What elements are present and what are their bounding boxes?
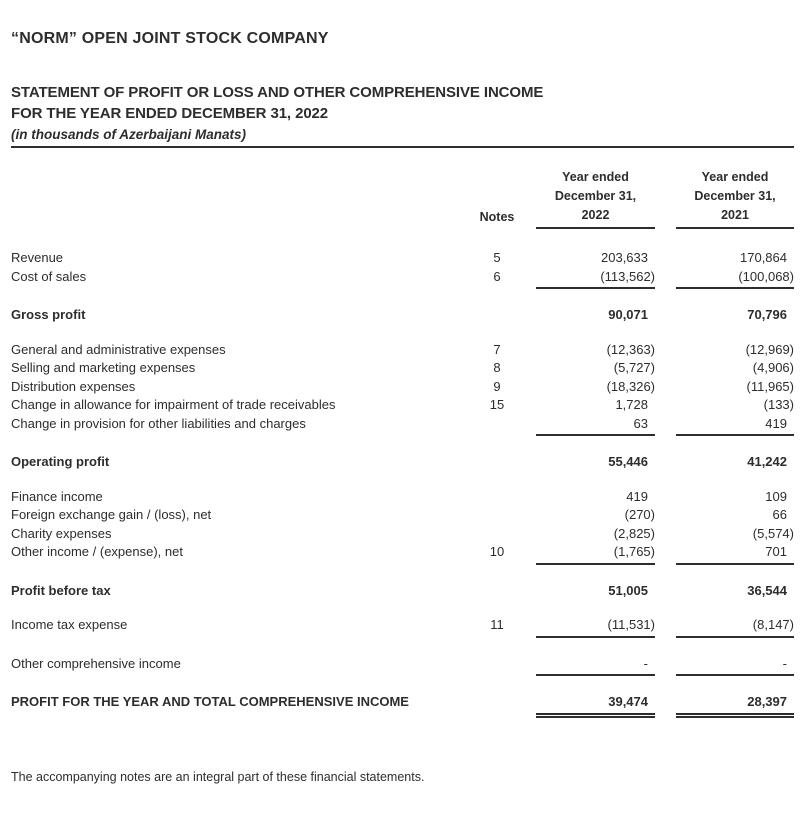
column-header-2021 xyxy=(676,168,794,229)
value-2021 xyxy=(676,617,794,638)
amount-value: (5,727) xyxy=(613,360,655,375)
table-row xyxy=(11,250,794,267)
table-row xyxy=(11,694,794,715)
amount-value: (133) xyxy=(763,397,794,412)
amount-value: 70,796 xyxy=(747,307,787,322)
row-label: Selling and marketing expenses xyxy=(11,360,196,375)
value-2021 xyxy=(676,397,794,414)
value-2021 xyxy=(676,694,794,715)
value-2021 xyxy=(676,489,794,506)
amount-value: (270) xyxy=(624,507,655,522)
value-2021 xyxy=(676,583,794,600)
footer-note: The accompanying notes are an integral part of these financial statements. xyxy=(11,769,425,784)
row-label: Change in allowance for impairment of trade receivables xyxy=(11,397,336,412)
table-row xyxy=(11,342,794,359)
row-label: Income tax expense xyxy=(11,617,128,632)
value-2021 xyxy=(676,342,794,359)
value-2021 xyxy=(676,454,794,471)
statement-subtitle: (in thousands of Azerbaijani Manats) xyxy=(11,127,247,142)
column-header-2022 xyxy=(536,168,655,229)
value-2022 xyxy=(536,507,655,524)
value-2022 xyxy=(536,544,655,565)
amount-value: 28,397 xyxy=(747,694,787,709)
column-header-2021-line3: 2021 xyxy=(721,208,749,222)
table-row xyxy=(11,489,794,506)
row-label: Foreign exchange gain / (loss), net xyxy=(11,507,212,522)
value-2021 xyxy=(676,379,794,396)
amount-value: 66 xyxy=(772,507,787,522)
amount-value: (4,906) xyxy=(752,360,794,375)
amount-value: (5,574) xyxy=(752,525,794,541)
table-row xyxy=(11,379,794,396)
amount-value: (8,147) xyxy=(752,617,794,632)
row-note: 6 xyxy=(493,268,501,284)
amount-value: (1,765) xyxy=(613,544,655,559)
row-label: Operating profit xyxy=(11,454,110,469)
table-row xyxy=(11,307,794,324)
amount-value: (2,825) xyxy=(613,525,655,541)
amount-value: 36,544 xyxy=(747,582,787,598)
notes-column-header: Notes xyxy=(479,210,515,224)
value-2022 xyxy=(536,617,655,638)
value-2022 xyxy=(536,342,655,359)
row-label: General and administrative expenses xyxy=(11,341,226,357)
table-row xyxy=(11,416,794,437)
value-2022 xyxy=(536,454,655,471)
amount-value: (113,562) xyxy=(600,268,655,284)
amount-value: (12,363) xyxy=(606,341,655,357)
table-row xyxy=(11,656,794,677)
row-note: 9 xyxy=(493,378,501,394)
table-row xyxy=(11,454,794,471)
value-2021 xyxy=(676,656,794,677)
table-header xyxy=(11,168,794,229)
row-note: 5 xyxy=(493,250,501,265)
amount-value: - xyxy=(782,655,787,671)
row-label: Cost of sales xyxy=(11,268,87,284)
value-2022 xyxy=(536,250,655,267)
statement-table-body xyxy=(11,250,794,715)
row-label: Other comprehensive income xyxy=(11,655,181,671)
column-header-2022-line2: December 31, xyxy=(554,189,637,203)
amount-value: (11,965) xyxy=(746,378,794,394)
table-row xyxy=(11,269,794,290)
value-2022 xyxy=(536,489,655,506)
row-label: Profit before tax xyxy=(11,582,111,598)
amount-value: (11,531) xyxy=(607,617,655,632)
row-note: 7 xyxy=(493,341,501,357)
amount-value: 90,071 xyxy=(608,307,648,322)
value-2021 xyxy=(676,416,794,437)
column-header-2021-line1: Year ended xyxy=(701,170,769,184)
row-label: Change in provision for other liabilities and charges xyxy=(11,415,306,431)
row-label: Charity expenses xyxy=(11,525,112,541)
table-row xyxy=(11,544,794,565)
value-2021 xyxy=(676,507,794,524)
table-row xyxy=(11,360,794,377)
statement-title-line2: FOR THE YEAR ENDED DECEMBER 31, 2022 xyxy=(11,105,329,122)
value-2022 xyxy=(536,379,655,396)
amount-value: (100,068) xyxy=(738,268,794,284)
value-2021 xyxy=(676,360,794,377)
amount-value: 170,864 xyxy=(740,250,787,265)
amount-value: 1,728 xyxy=(615,397,648,412)
table-row xyxy=(11,526,794,543)
value-2022 xyxy=(536,307,655,324)
amount-value: 41,242 xyxy=(747,454,787,469)
column-header-2022-line1: Year ended xyxy=(562,170,629,184)
table-row xyxy=(11,617,794,638)
amount-value: (12,969) xyxy=(745,341,794,357)
value-2021 xyxy=(676,526,794,543)
amount-value: 63 xyxy=(633,415,648,431)
row-note: 10 xyxy=(489,544,505,559)
header-rule xyxy=(11,146,794,148)
row-note: 8 xyxy=(493,360,501,375)
value-2022 xyxy=(536,360,655,377)
amount-value: 701 xyxy=(765,544,787,559)
company-name: “NORM” OPEN JOINT STOCK COMPANY xyxy=(11,30,329,47)
table-row xyxy=(11,583,794,600)
value-2022 xyxy=(536,416,655,437)
value-2021 xyxy=(676,269,794,290)
value-2022 xyxy=(536,397,655,414)
row-label: Other income / (expense), net xyxy=(11,544,183,559)
value-2022 xyxy=(536,694,655,715)
column-header-2022-line3: 2022 xyxy=(581,208,610,222)
value-2021 xyxy=(676,544,794,565)
amount-value: 109 xyxy=(765,488,787,504)
statement-title xyxy=(11,82,794,143)
table-row xyxy=(11,507,794,524)
value-2022 xyxy=(536,526,655,543)
value-2022 xyxy=(536,269,655,290)
amount-value: 39,474 xyxy=(608,694,648,709)
amount-value: 419 xyxy=(626,488,648,504)
row-note: 11 xyxy=(490,617,504,632)
amount-value: 203,633 xyxy=(601,250,648,265)
row-note: 15 xyxy=(489,397,505,412)
row-label: Distribution expenses xyxy=(11,378,136,394)
label-column-header xyxy=(11,168,471,229)
row-label: Finance income xyxy=(11,488,103,504)
amount-value: 419 xyxy=(765,415,787,431)
amount-value: (18,326) xyxy=(606,378,655,394)
column-header-2021-line2: December 31, xyxy=(694,189,776,203)
row-label: PROFIT FOR THE YEAR AND TOTAL COMPREHENSIVE INCOME xyxy=(11,694,409,709)
amount-value: - xyxy=(643,655,648,671)
table-row xyxy=(11,397,794,414)
amount-value: 51,005 xyxy=(608,582,648,598)
row-label: Revenue xyxy=(11,250,64,265)
value-2022 xyxy=(536,583,655,600)
value-2022 xyxy=(536,656,655,677)
row-label: Gross profit xyxy=(11,307,86,322)
amount-value: 55,446 xyxy=(608,454,648,469)
value-2021 xyxy=(676,307,794,324)
statement-title-line1: STATEMENT OF PROFIT OR LOSS AND OTHER COMPREHENSIVE INCOME xyxy=(11,84,544,101)
value-2021 xyxy=(676,250,794,267)
